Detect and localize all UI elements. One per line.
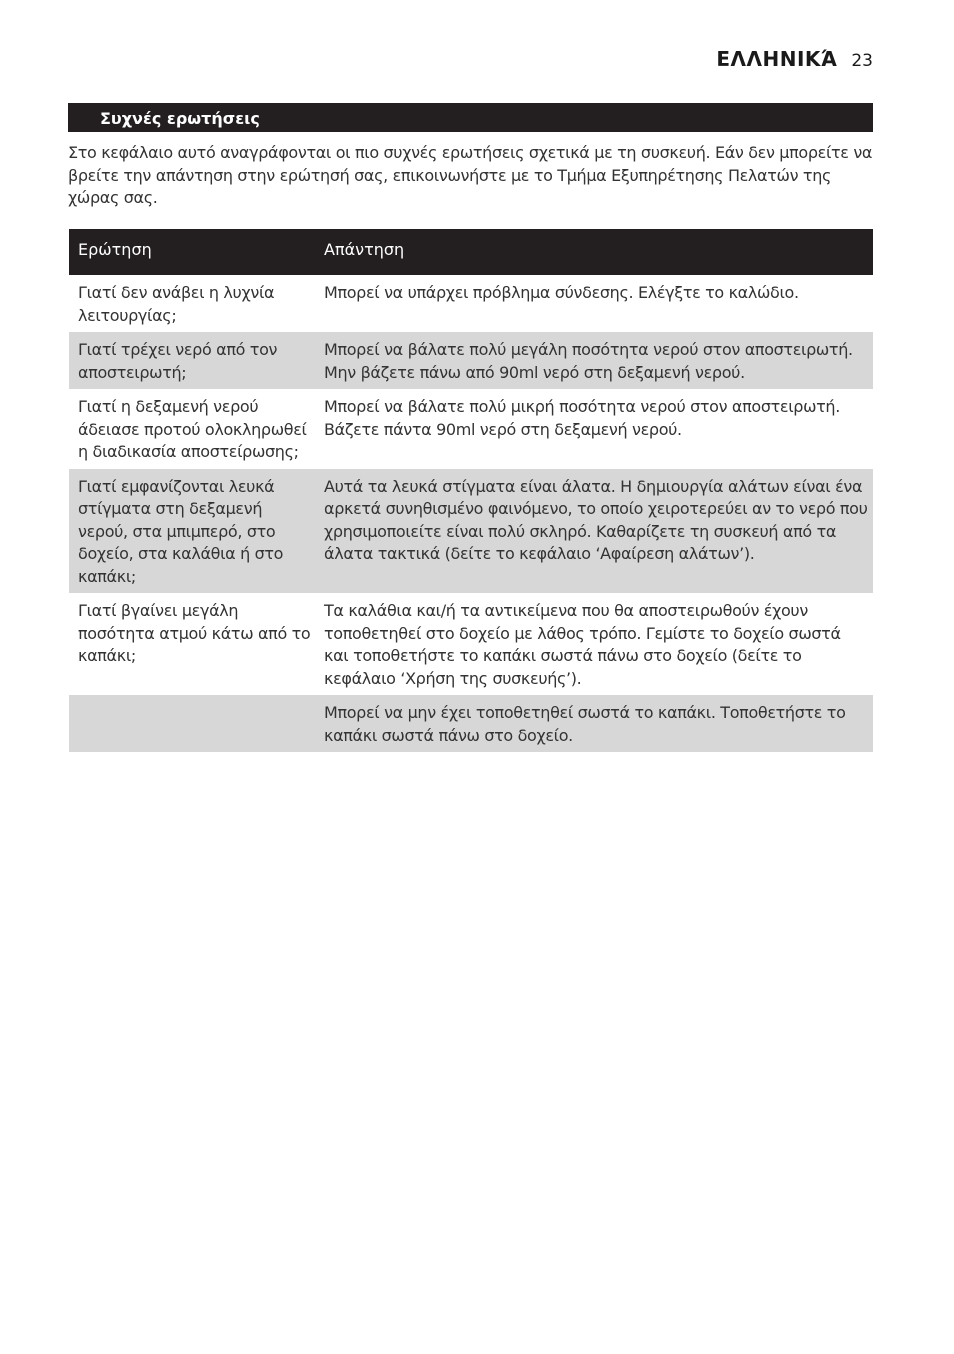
faq-table bbox=[69, 229, 873, 752]
answer-cell: Μπορεί να υπάρχει πρόβλημα σύνδεσης. Ελέγξτε το καλώδιο. bbox=[324, 283, 799, 302]
question-cell: Γιατί τρέχει νερό από τον αποστειρωτή; bbox=[69, 332, 315, 389]
answer-cell: Μπορεί να βάλατε πολύ μικρή ποσότητα νερού στον αποστειρωτή. Βάζετε πάντα 90ml νερό στη δεξαμενή νερού. bbox=[324, 397, 840, 439]
table-row bbox=[69, 593, 873, 695]
answer-column-header: Απάντηση bbox=[315, 229, 873, 275]
answer-cell: Τα καλάθια και/ή τα αντικείμενα που θα αποστειρωθούν έχουν τοποθετηθεί στο δοχείο με λάθος τρόπο. Γεμίστε το δοχείο σωστά και τοποθετήστε το καπάκι σωστά πάνω στο δοχείο (δείτε το κεφάλαιο ‘Χρήση της συσκευής’). bbox=[324, 601, 841, 688]
table-header-row bbox=[69, 229, 873, 275]
question-cell bbox=[69, 695, 315, 752]
question-column-header: Ερώτηση bbox=[69, 229, 315, 275]
question-cell: Γιατί εμφανίζονται λευκά στίγματα στη δεξαμενή νερού, στα μπιμπερό, στο δοχείο, στα καλάθια ή στο καπάκι; bbox=[69, 469, 315, 594]
section-title-bar bbox=[68, 103, 873, 132]
answer-cell: Μπορεί να βάλατε πολύ μεγάλη ποσότητα νερού στον αποστειρωτή. Μην βάζετε πάνω από 90ml νερό στη δεξαμενή νερού. bbox=[315, 332, 873, 389]
section-title: Συχνές ερωτήσεις bbox=[100, 109, 260, 128]
page-header bbox=[716, 47, 873, 71]
intro-paragraph: Στο κεφάλαιο αυτό αναγράφονται οι πιο συχνές ερωτήσεις σχετικά με τη συσκευή. Εάν δεν μπορείτε να βρείτε την απάντηση στην ερώτησή σας, επικοινωνήστε με το Τμήμα Εξυπηρέτησης Πελατών της χώρας σας. bbox=[68, 143, 873, 207]
answer-cell: Αυτά τα λευκά στίγματα είναι άλατα. Η δημιουργία αλάτων είναι ένα αρκετά συνηθισμένο φαινόμενο, το οποίο χειροτερεύει αν το νερό που χρησιμοποιείτε είναι πολύ σκληρό. Καθαρίζετε τη συσκευή από τα άλατα τακτικά (δείτε το κεφάλαιο ‘Αφαίρεση αλάτων’). bbox=[315, 469, 873, 594]
table-row bbox=[69, 469, 873, 594]
table-row bbox=[69, 695, 873, 752]
question-cell: Γιατί δεν ανάβει η λυχνία λειτουργίας; bbox=[78, 283, 275, 325]
table-row bbox=[69, 275, 873, 332]
table-row bbox=[69, 389, 873, 469]
page-number: 23 bbox=[851, 51, 873, 71]
language-title: ΕΛΛΗΝΙΚΆ bbox=[716, 47, 838, 71]
table-row bbox=[69, 332, 873, 389]
answer-cell: Μπορεί να μην έχει τοποθετηθεί σωστά το καπάκι. Τοποθετήστε το καπάκι σωστά πάνω στο δοχείο. bbox=[315, 695, 873, 752]
question-cell: Γιατί η δεξαμενή νερού άδειασε προτού ολοκληρωθεί η διαδικασία αποστείρωσης; bbox=[78, 397, 307, 461]
question-cell: Γιατί βγαίνει μεγάλη ποσότητα ατμού κάτω από το καπάκι; bbox=[78, 601, 311, 665]
